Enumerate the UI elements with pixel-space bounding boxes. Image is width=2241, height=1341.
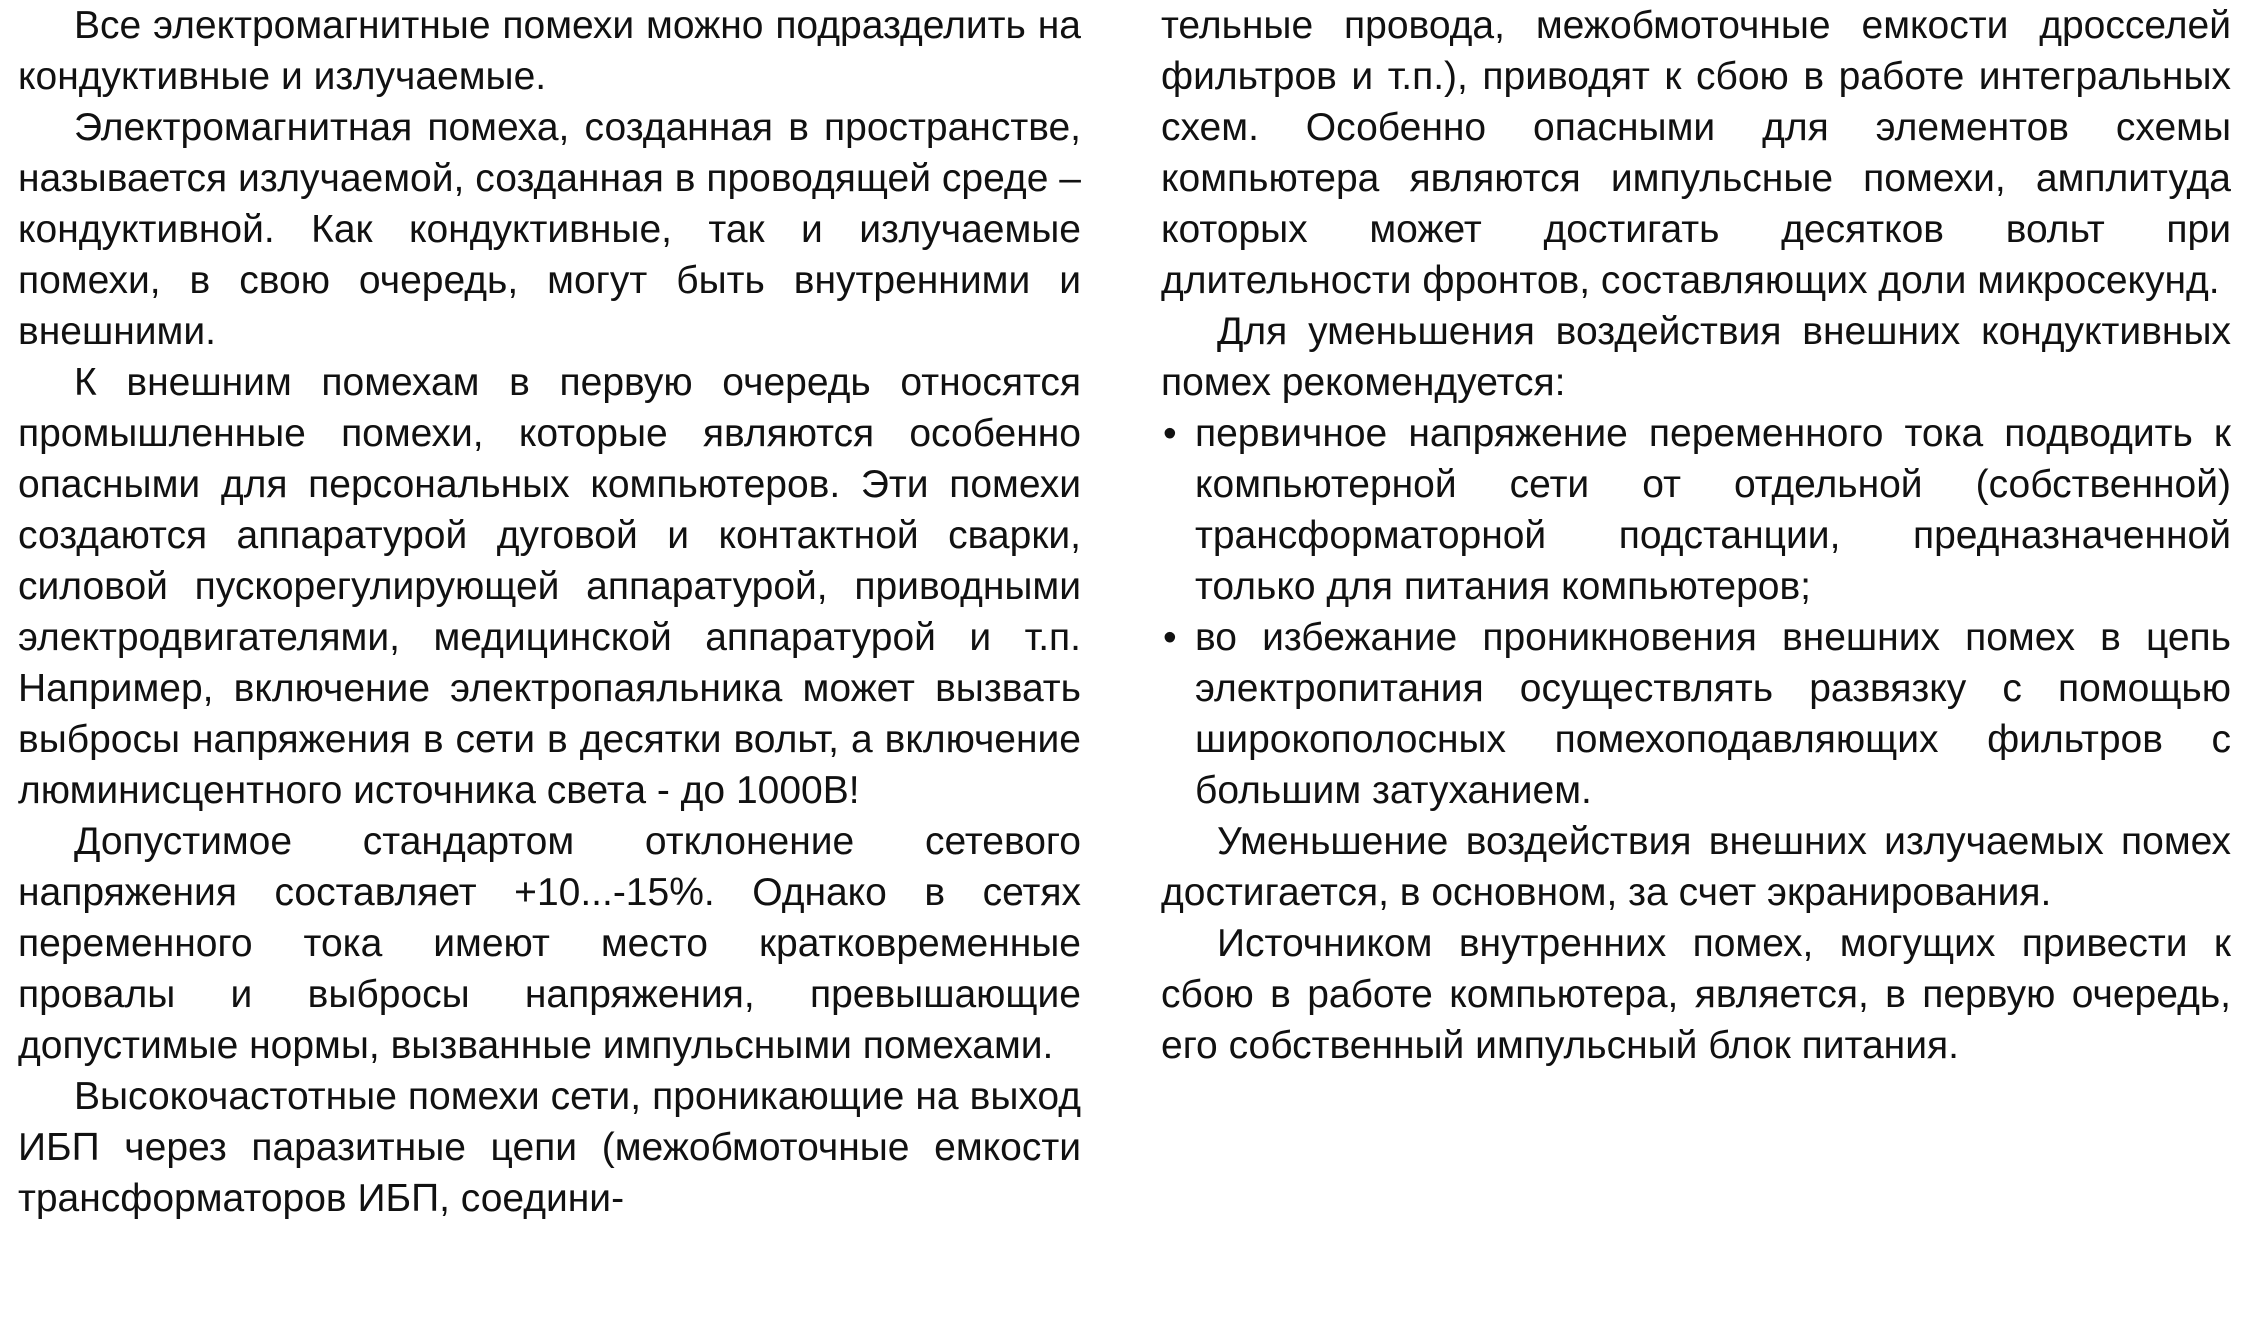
paragraph-radiated-conductive: Электромагнитная помеха, созданная в пространстве, называется излучаемой, созданная в проводящей среде – кондуктивной. Как кондуктивные, так и излучаемые помехи, в свою очередь, могут быть внутренними и внешними. — [18, 106, 1081, 353]
bullet-icon: • — [1163, 412, 1177, 455]
right-column — [1161, 0, 2231, 1341]
list-item-text: первичное напряжение переменного тока подводить к компьютерной сети от отдельной (собственной) трансформаторной подстанции, предназначенной только для питания компьютеров; — [1195, 412, 2231, 608]
paragraph-continuation: тельные провода, межобмоточные емкости дросселей фильтров и т.п.), приводят к сбою в работе интегральных схем. Особенно опасными для элементов схемы компьютера являются импульсные помехи, амплитуда которых может достигать десятков вольт при длительности фронтов, составляющих доли микросекунд. — [1161, 4, 2231, 302]
paragraph-external-interference: К внешним помехам в первую очередь относятся промышленные помехи, которые являются особенно опасными для персональных компьютеров. Эти помехи создаются аппаратурой дуговой и контактной сварки, силовой пускорегулирующей аппаратурой, приводными электродвигателями, медицинской аппаратурой и т.п. Например, включение электропаяльника может вызвать выбросы напряжения в сети в десятки вольт, а включение люминисцентного источника света - до 1000В! — [18, 361, 1081, 812]
list-item — [1161, 612, 2231, 816]
paragraph-recommend-intro: Для уменьшения воздействия внешних кондуктивных помех рекомендуется: — [1161, 310, 2231, 404]
left-column — [18, 0, 1081, 1341]
recommendation-list — [1161, 408, 2231, 816]
list-item-text: во избежание проникновения внешних помех в цепь электропитания осуществлять развязку с помощью широкополосных помехоподавляющих фильтров с большим затуханием. — [1195, 616, 2231, 812]
list-item — [1161, 408, 2231, 612]
paragraph-voltage-deviation: Допустимое стандартом отклонение сетевого напряжения составляет +10...-15%. Однако в сетях переменного тока имеют место кратковременные провалы и выбросы напряжения, превышающие допустимые нормы, вызванные импульсными помехами. — [18, 820, 1081, 1067]
paragraph-internal-source: Источником внутренних помех, могущих привести к сбою в работе компьютера, является, в первую очередь, его собственный импульсный блок питания. — [1161, 922, 2231, 1067]
paragraph-high-frequency: Высокочастотные помехи сети, проникающие на выход ИБП через паразитные цепи (межобмоточные емкости трансформаторов ИБП, соедини- — [18, 1075, 1081, 1220]
paragraph-interference-types: Все электромагнитные помехи можно подразделить на кондуктивные и излучаемые. — [18, 4, 1081, 98]
paragraph-shielding: Уменьшение воздействия внешних излучаемых помех достигается, в основном, за счет экранирования. — [1161, 820, 2231, 914]
bullet-icon: • — [1163, 616, 1177, 659]
